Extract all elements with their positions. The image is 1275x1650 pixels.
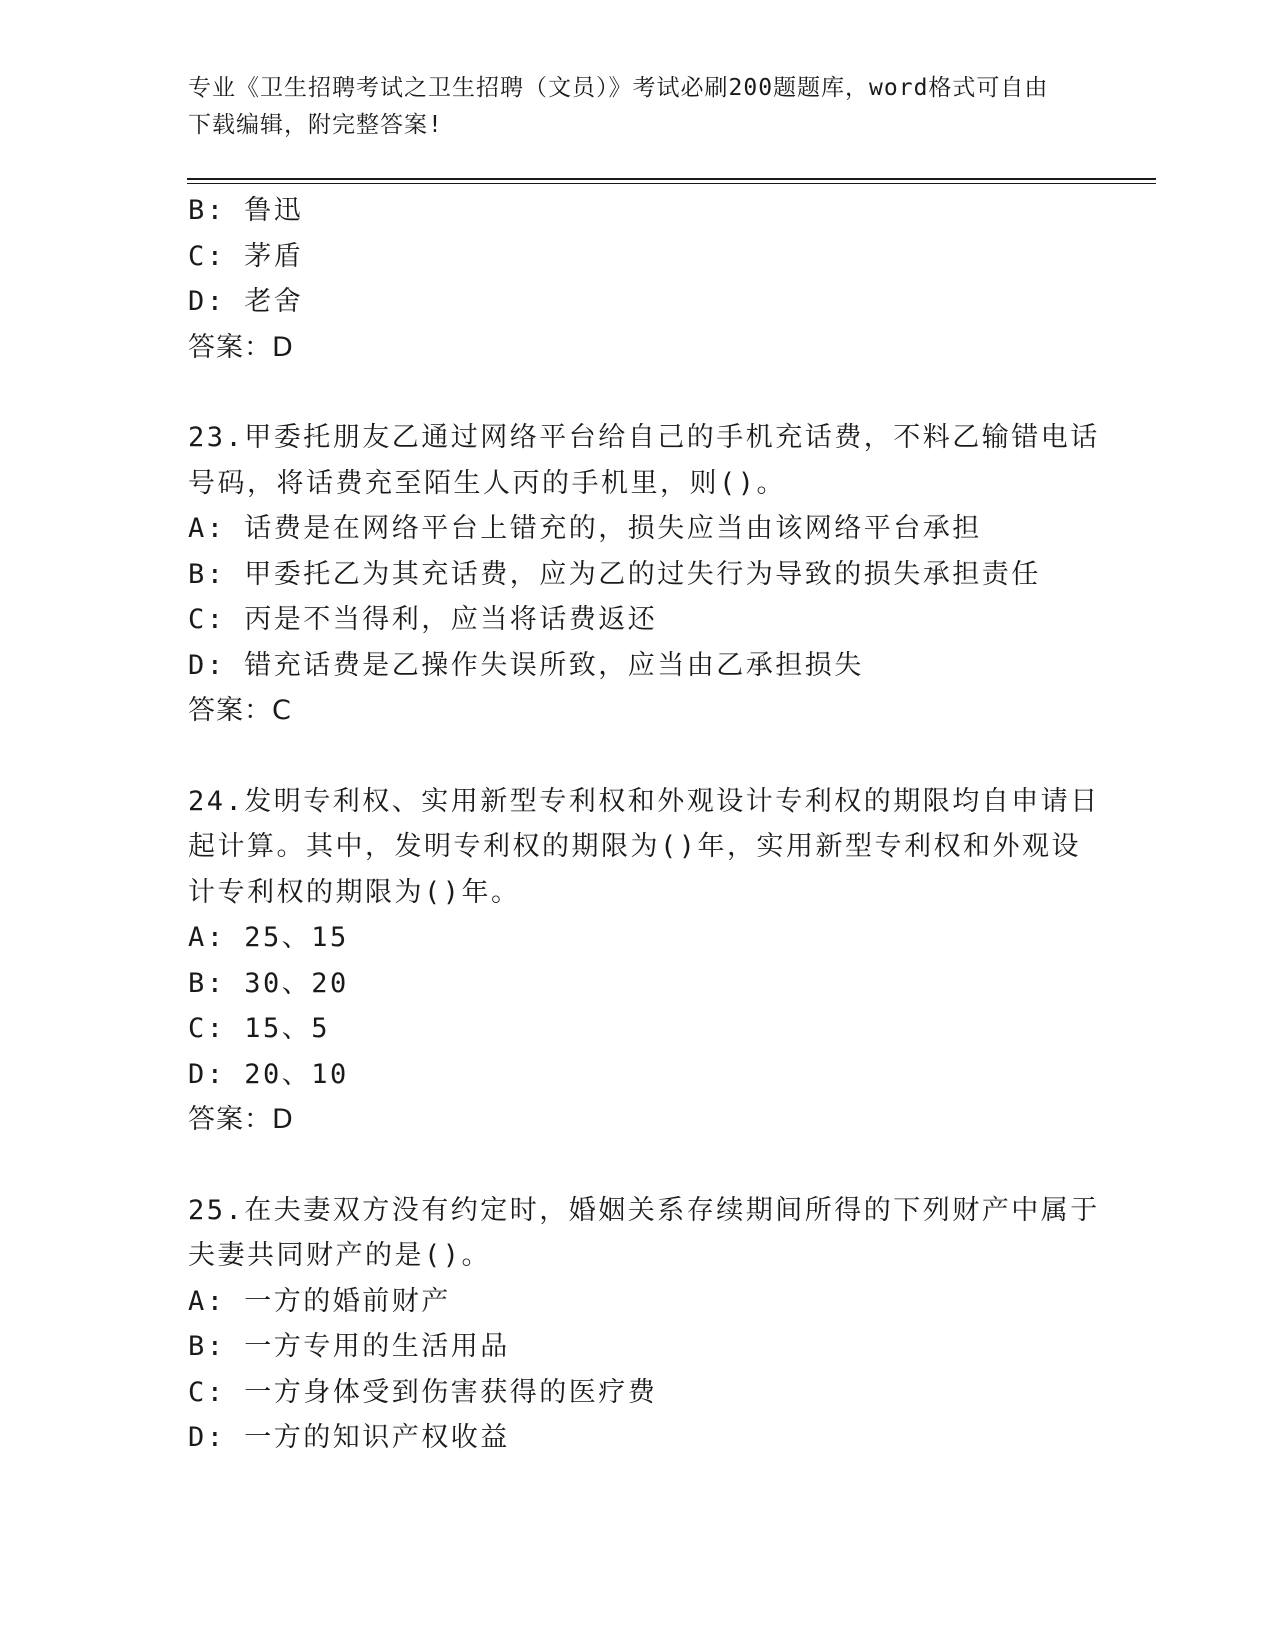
option-b: B: 鲁迅 (188, 195, 304, 226)
option-b: B: 甲委托乙为其充话费，应为乙的过失行为导致的损失承担责任 (188, 558, 1041, 590)
question-text: 号码，将话费充至陌生人丙的手机里，则()。 (188, 467, 787, 499)
question-24 (188, 779, 1100, 1143)
option-d: D: 20、10 (188, 1058, 349, 1090)
option-c: C: 丙是不当得利，应当将话费返还 (188, 604, 658, 635)
answer: 答案：D (188, 1104, 294, 1135)
question-text: 计专利权的期限为()年。 (188, 876, 521, 908)
option-d: D: 老舍 (188, 286, 304, 317)
document-header: 专业《卫生招聘考试之卫生招聘（文员）》考试必刷200题题库，word格式可自由下载编辑，附完整答案! (188, 75, 1049, 138)
answer: 答案：D (188, 331, 294, 363)
question-text: 起计算。其中，发明专利权的期限为()年，实用新型专利权和外观设 (188, 831, 1082, 862)
option-c: C: 15、5 (188, 1013, 331, 1044)
header-divider-thick (187, 178, 1156, 180)
option-d: D: 一方的知识产权收益 (188, 1422, 510, 1453)
question-text: 23.甲委托朋友乙通过网络平台给自己的手机充话费，不料乙输错电话 (188, 422, 1100, 453)
question-text: 24.发明专利权、实用新型专利权和外观设计专利权的期限均自申请日 (188, 785, 1100, 817)
prev-question (188, 188, 1088, 370)
option-d: D: 错充话费是乙操作失误所致，应当由乙承担损失 (188, 649, 864, 681)
option-c: C: 一方身体受到伤害获得的医疗费 (188, 1376, 658, 1408)
question-25 (188, 1188, 1100, 1461)
option-b: B: 30、20 (188, 967, 349, 999)
option-b: B: 一方专用的生活用品 (188, 1331, 510, 1362)
question-text: 夫妻共同财产的是()。 (188, 1240, 492, 1271)
option-a: A: 25、15 (188, 922, 349, 953)
question-text: 25.在夫妻双方没有约定时，婚姻关系存续期间所得的下列财产中属于 (188, 1194, 1100, 1226)
option-a: A: 话费是在网络平台上错充的，损失应当由该网络平台承担 (188, 513, 982, 544)
option-a: A: 一方的婚前财产 (188, 1285, 451, 1317)
question-content (188, 188, 1100, 1461)
answer: 答案：C (188, 695, 292, 726)
option-c: C: 茅盾 (188, 240, 304, 272)
header-divider-thin (187, 183, 1156, 184)
question-23 (188, 415, 1100, 734)
